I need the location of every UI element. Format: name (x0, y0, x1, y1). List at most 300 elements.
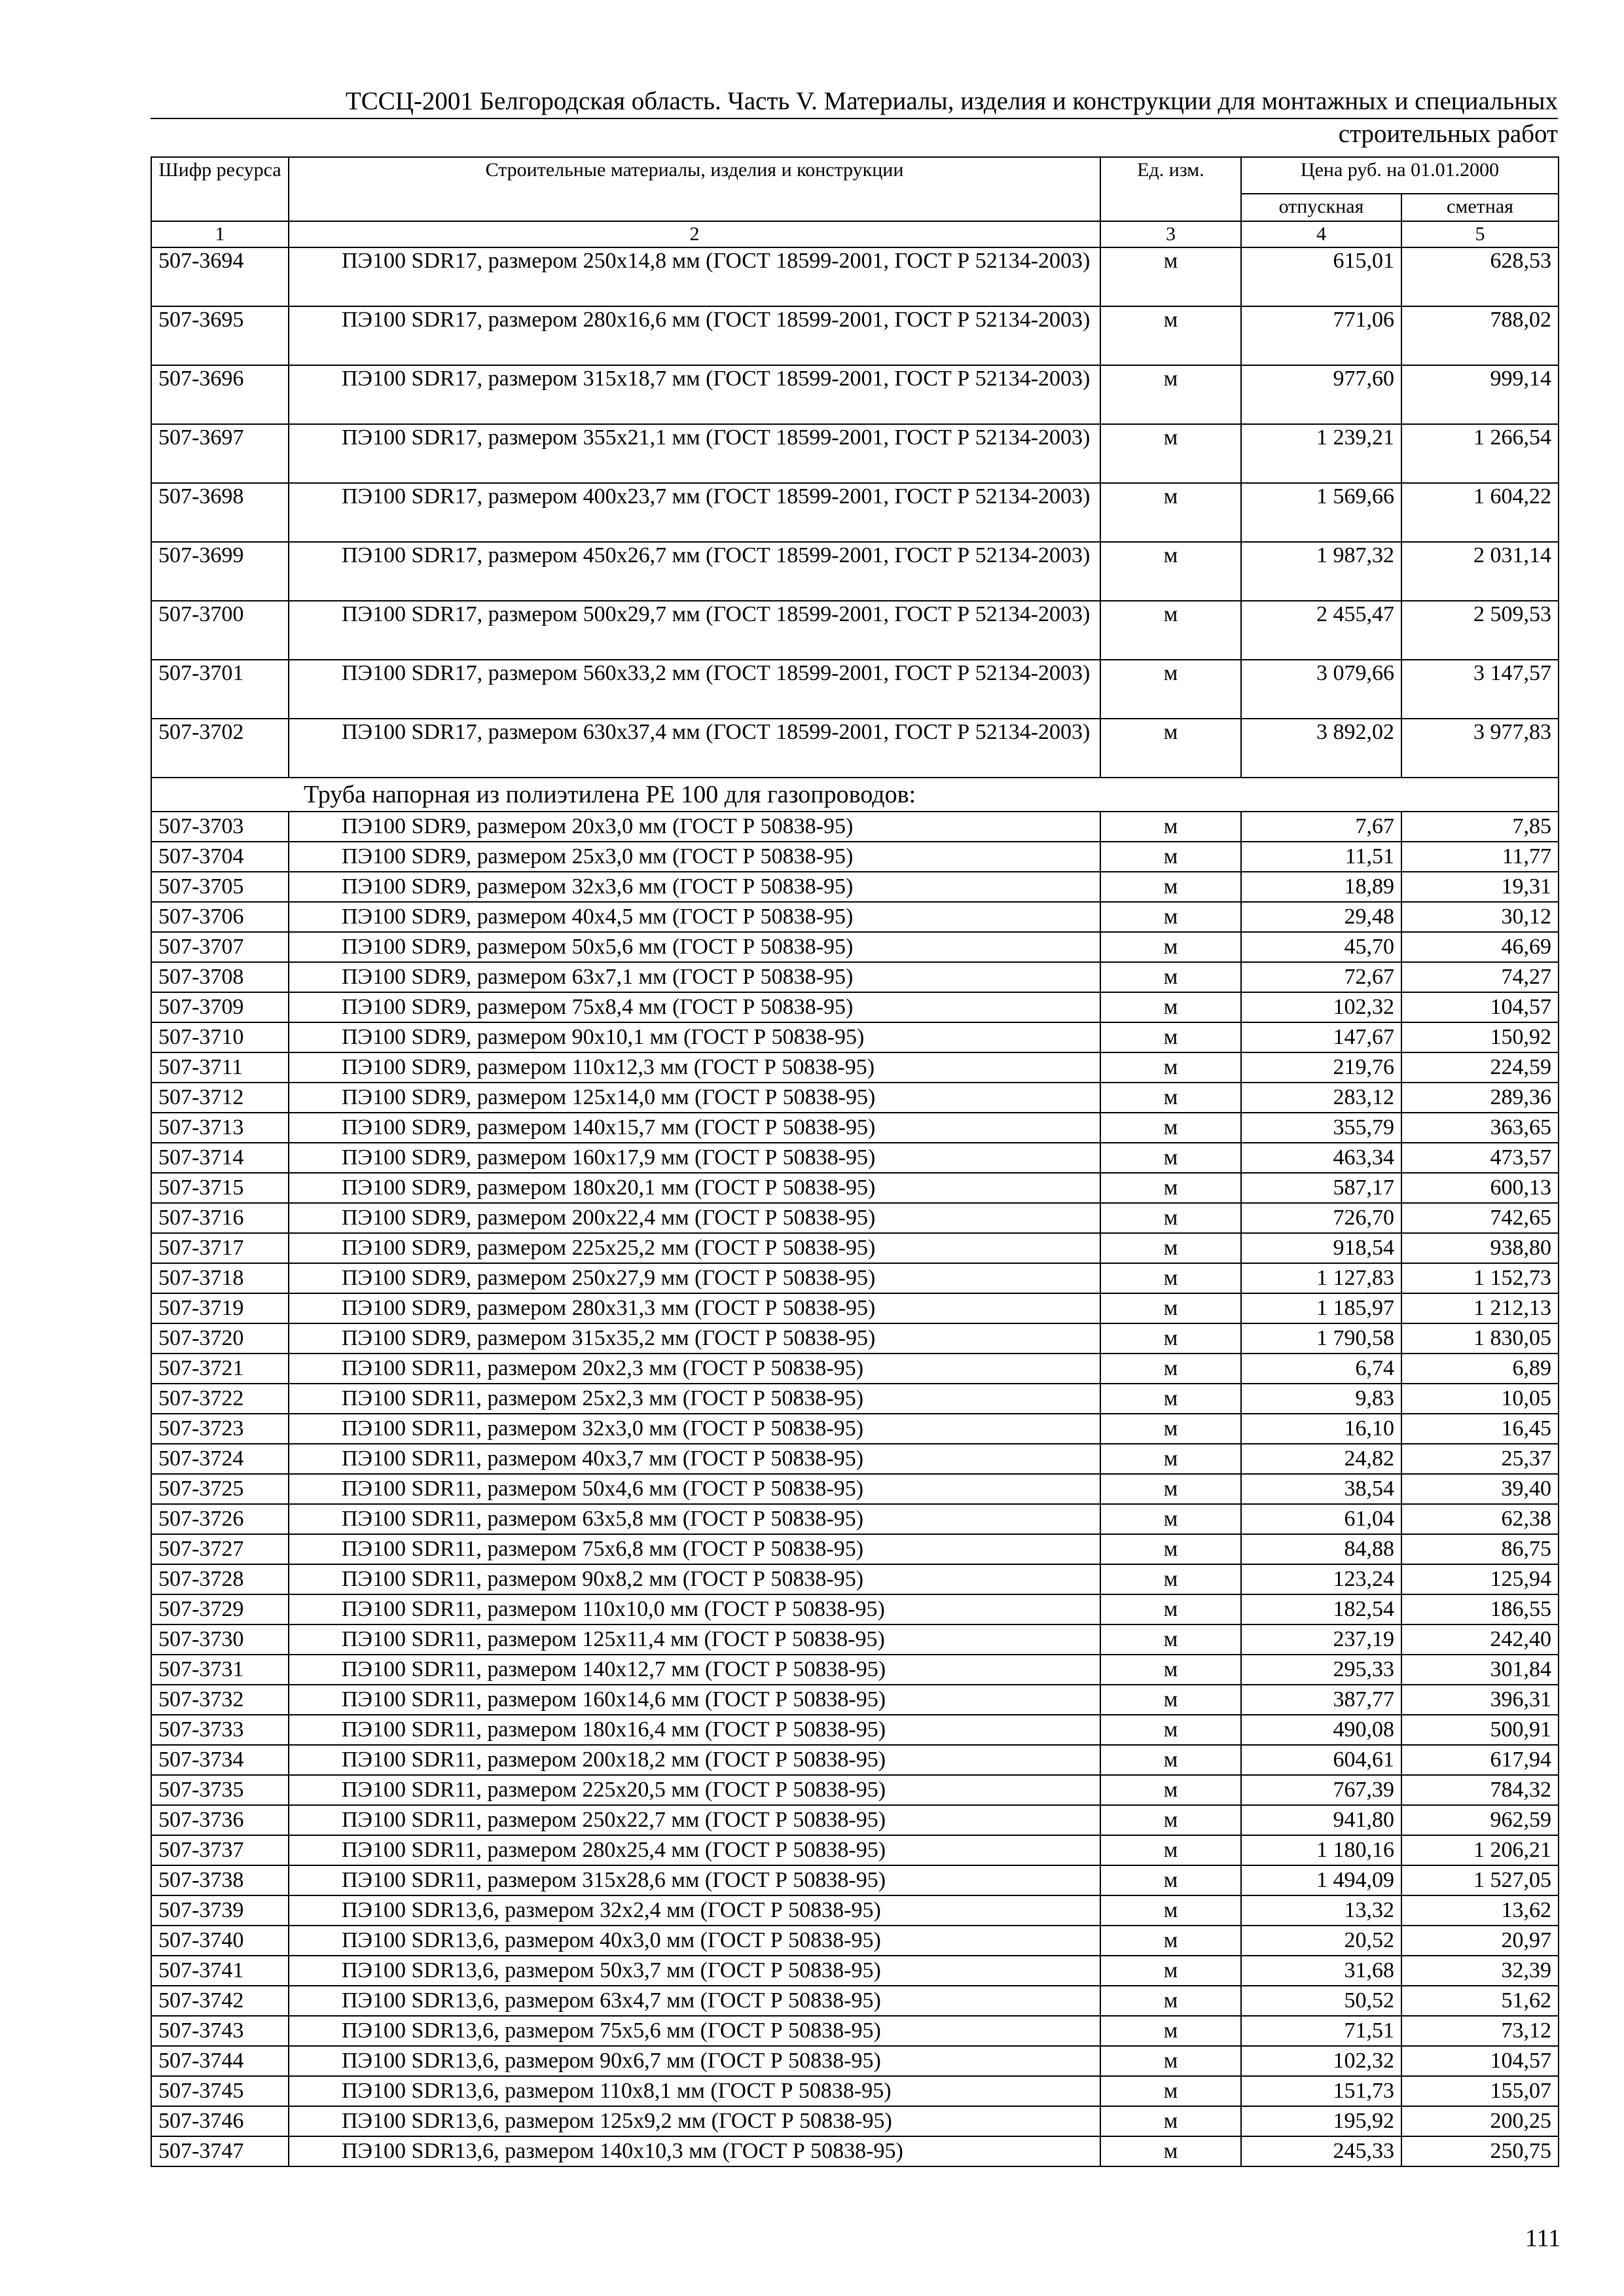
unit-cell: м (1100, 2076, 1241, 2106)
unit-cell: м (1100, 1083, 1241, 1113)
page-number: 111 (1525, 2225, 1561, 2252)
unit-cell: м (1100, 2046, 1241, 2076)
resource-code-cell: 507-3725 (151, 1474, 289, 1504)
table-row (151, 247, 1559, 306)
release-price-cell: 295,33 (1241, 1655, 1401, 1685)
material-name-cell (289, 1474, 1100, 1504)
release-price-cell: 24,82 (1241, 1444, 1401, 1474)
material-name-text: ПЭ100 SDR11, размером 125х11,4 мм (ГОСТ Р 50838-95) (342, 1627, 885, 1651)
unit-cell: м (1100, 1354, 1241, 1384)
header-price: Цена руб. на 01.01.2000 (1241, 157, 1559, 194)
release-price-cell: 977,60 (1241, 365, 1401, 424)
resource-code-cell: 507-3740 (151, 1926, 289, 1956)
material-name-cell (289, 962, 1100, 992)
material-name-text: ПЭ100 SDR11, размером 90х8,2 мм (ГОСТ Р 50838-95) (342, 1567, 864, 1591)
resource-code-cell: 507-3710 (151, 1022, 289, 1052)
material-name-cell (289, 365, 1100, 424)
material-name-cell (289, 1414, 1100, 1444)
material-name-cell (289, 1384, 1100, 1414)
header-name: Строительные материалы, изделия и конструкции (289, 157, 1100, 221)
unit-cell: м (1100, 719, 1241, 778)
resource-code-cell: 507-3722 (151, 1384, 289, 1414)
material-name-text: ПЭ100 SDR11, размером 63х5,8 мм (ГОСТ Р 50838-95) (342, 1507, 864, 1531)
material-name-cell (289, 247, 1100, 306)
estimate-price-cell: 1 206,21 (1401, 1835, 1559, 1865)
material-name-cell (289, 1052, 1100, 1083)
material-name-cell (289, 601, 1100, 660)
unit-cell: м (1100, 1775, 1241, 1805)
unit-cell: м (1100, 902, 1241, 932)
release-price-cell: 1 127,83 (1241, 1263, 1401, 1293)
resource-code-cell: 507-3742 (151, 1986, 289, 2016)
table-row (151, 902, 1559, 932)
unit-cell: м (1100, 872, 1241, 902)
estimate-price-cell: 155,07 (1401, 2076, 1559, 2106)
release-price-cell: 61,04 (1241, 1504, 1401, 1534)
table-row (151, 1143, 1559, 1173)
estimate-price-cell: 2 509,53 (1401, 601, 1559, 660)
estimate-price-cell: 30,12 (1401, 902, 1559, 932)
resource-code-cell: 507-3743 (151, 2016, 289, 2046)
resource-code-cell: 507-3734 (151, 1745, 289, 1775)
material-name-text: ПЭ100 SDR9, размером 140х15,7 мм (ГОСТ Р 50838-95) (342, 1115, 876, 1139)
material-name-cell (289, 1143, 1100, 1173)
column-number: 4 (1241, 221, 1401, 247)
material-name-cell (289, 1715, 1100, 1745)
material-name-cell (289, 812, 1100, 842)
estimate-price-cell: 396,31 (1401, 1685, 1559, 1715)
release-price-cell: 18,89 (1241, 872, 1401, 902)
material-name-text: ПЭ100 SDR9, размером 315х35,2 мм (ГОСТ Р 50838-95) (342, 1326, 876, 1350)
header-unit: Ед. изм. (1100, 157, 1241, 221)
page-header (151, 86, 1558, 149)
material-name-cell (289, 1594, 1100, 1624)
unit-cell: м (1100, 812, 1241, 842)
table-section (151, 778, 1559, 812)
estimate-price-cell: 16,45 (1401, 1414, 1559, 1444)
material-name-cell (289, 1113, 1100, 1143)
unit-cell: м (1100, 1474, 1241, 1504)
unit-cell: м (1100, 542, 1241, 601)
resource-code-cell: 507-3731 (151, 1655, 289, 1685)
estimate-price-cell: 6,89 (1401, 1354, 1559, 1384)
table-row (151, 660, 1559, 719)
release-price-cell: 1 569,66 (1241, 483, 1401, 542)
release-price-cell: 237,19 (1241, 1624, 1401, 1655)
table-row (151, 1805, 1559, 1835)
estimate-price-cell: 3 977,83 (1401, 719, 1559, 778)
table-row (151, 1203, 1559, 1233)
material-name-cell (289, 1655, 1100, 1685)
estimate-price-cell: 742,65 (1401, 1203, 1559, 1233)
table-row (151, 2016, 1559, 2046)
unit-cell: м (1100, 1865, 1241, 1895)
resource-code-cell: 507-3723 (151, 1414, 289, 1444)
resource-code-cell: 507-3713 (151, 1113, 289, 1143)
release-price-cell: 45,70 (1241, 932, 1401, 962)
material-name-text: ПЭ100 SDR17, размером 280х16,6 мм (ГОСТ 18599-2001, ГОСТ Р 52134-2003) (342, 308, 1091, 332)
resource-code-cell: 507-3694 (151, 247, 289, 306)
material-name-cell (289, 1504, 1100, 1534)
unit-cell: м (1100, 247, 1241, 306)
material-name-text: ПЭ100 SDR9, размером 32х3,6 мм (ГОСТ Р 50838-95) (342, 874, 854, 899)
table-row (151, 483, 1559, 542)
material-name-cell (289, 1865, 1100, 1895)
material-name-cell (289, 1083, 1100, 1113)
estimate-price-cell: 617,94 (1401, 1745, 1559, 1775)
release-price-cell: 387,77 (1241, 1685, 1401, 1715)
unit-cell: м (1100, 1203, 1241, 1233)
estimate-price-cell: 999,14 (1401, 365, 1559, 424)
unit-cell: м (1100, 1504, 1241, 1534)
resource-code-cell: 507-3703 (151, 812, 289, 842)
release-price-cell: 7,67 (1241, 812, 1401, 842)
release-price-cell: 13,32 (1241, 1895, 1401, 1926)
table-row (151, 812, 1559, 842)
unit-cell: м (1100, 842, 1241, 872)
release-price-cell: 245,33 (1241, 2136, 1401, 2166)
release-price-cell: 147,67 (1241, 1022, 1401, 1052)
unit-cell: м (1100, 1022, 1241, 1052)
estimate-price-cell: 1 212,13 (1401, 1293, 1559, 1323)
estimate-price-cell: 104,57 (1401, 992, 1559, 1022)
estimate-price-cell: 473,57 (1401, 1143, 1559, 1173)
material-name-text: ПЭ100 SDR11, размером 160х14,6 мм (ГОСТ Р 50838-95) (342, 1687, 886, 1712)
material-name-text: ПЭ100 SDR11, размером 140х12,7 мм (ГОСТ Р 50838-95) (342, 1657, 886, 1681)
resource-code-cell: 507-3747 (151, 2136, 289, 2166)
estimate-price-cell: 962,59 (1401, 1805, 1559, 1835)
material-name-text: ПЭ100 SDR9, размером 250х27,9 мм (ГОСТ Р 50838-95) (342, 1266, 876, 1290)
material-name-text: ПЭ100 SDR13,6, размером 32х2,4 мм (ГОСТ Р 50838-95) (342, 1898, 881, 1922)
table-row (151, 1052, 1559, 1083)
resource-code-cell: 507-3717 (151, 1233, 289, 1263)
resource-code-cell: 507-3736 (151, 1805, 289, 1835)
table-row (151, 1354, 1559, 1384)
header-title: ТССЦ-2001 Белгородская область. Часть V. Материалы, изделия и конструкции для монтажных и специальных (151, 86, 1558, 119)
column-number: 2 (289, 221, 1100, 247)
resource-code-cell: 507-3737 (151, 1835, 289, 1865)
release-price-cell: 767,39 (1241, 1775, 1401, 1805)
table-row (151, 1474, 1559, 1504)
unit-cell: м (1100, 1173, 1241, 1203)
release-price-cell: 587,17 (1241, 1173, 1401, 1203)
unit-cell: м (1100, 1052, 1241, 1083)
release-price-cell: 102,32 (1241, 2046, 1401, 2076)
unit-cell: м (1100, 962, 1241, 992)
table-row (151, 2106, 1559, 2136)
resource-code-cell: 507-3715 (151, 1173, 289, 1203)
material-name-text: ПЭ100 SDR13,6, размером 63х4,7 мм (ГОСТ Р 50838-95) (342, 1988, 881, 2013)
material-name-text: ПЭ100 SDR13,6, размером 75х5,6 мм (ГОСТ Р 50838-95) (342, 2018, 881, 2043)
estimate-price-cell: 62,38 (1401, 1504, 1559, 1534)
unit-cell: м (1100, 483, 1241, 542)
resource-code-cell: 507-3733 (151, 1715, 289, 1745)
material-name-text: ПЭ100 SDR13,6, размером 110х8,1 мм (ГОСТ Р 50838-95) (342, 2079, 892, 2103)
material-name-text: ПЭ100 SDR9, размером 280х31,3 мм (ГОСТ Р 50838-95) (342, 1296, 876, 1320)
unit-cell: м (1100, 992, 1241, 1022)
material-name-text: ПЭ100 SDR11, размером 225х20,5 мм (ГОСТ Р 50838-95) (342, 1778, 886, 1802)
unit-cell: м (1100, 2016, 1241, 2046)
unit-cell: м (1100, 1293, 1241, 1323)
resource-code-cell: 507-3732 (151, 1685, 289, 1715)
estimate-price-cell: 11,77 (1401, 842, 1559, 872)
material-name-cell (289, 2076, 1100, 2106)
resource-code-cell: 507-3728 (151, 1564, 289, 1594)
material-name-cell (289, 1926, 1100, 1956)
column-numbers-row (151, 221, 1559, 247)
estimate-price-cell: 242,40 (1401, 1624, 1559, 1655)
release-price-cell: 123,24 (1241, 1564, 1401, 1594)
unit-cell: м (1100, 1414, 1241, 1444)
unit-cell: м (1100, 1895, 1241, 1926)
material-name-cell (289, 1444, 1100, 1474)
header-estimate: сметная (1401, 194, 1559, 221)
material-name-cell (289, 1775, 1100, 1805)
material-name-text: ПЭ100 SDR17, размером 355х21,1 мм (ГОСТ 18599-2001, ГОСТ Р 52134-2003) (342, 425, 1091, 450)
table-row (151, 1775, 1559, 1805)
estimate-price-cell: 500,91 (1401, 1715, 1559, 1745)
material-name-text: ПЭ100 SDR11, размером 50х4,6 мм (ГОСТ Р 50838-95) (342, 1477, 864, 1501)
estimate-price-cell: 363,65 (1401, 1113, 1559, 1143)
resource-code-cell: 507-3738 (151, 1865, 289, 1895)
resource-code-cell: 507-3697 (151, 424, 289, 483)
column-number: 3 (1100, 221, 1241, 247)
material-name-text: ПЭ100 SDR11, размером 110х10,0 мм (ГОСТ Р 50838-95) (342, 1597, 885, 1621)
release-price-cell: 195,92 (1241, 2106, 1401, 2136)
table-row (151, 1715, 1559, 1745)
table-row (151, 1926, 1559, 1956)
price-table (151, 156, 1559, 2167)
material-name-text: ПЭ100 SDR9, размером 63х7,1 мм (ГОСТ Р 50838-95) (342, 965, 854, 989)
material-name-text: ПЭ100 SDR9, размером 125х14,0 мм (ГОСТ Р 50838-95) (342, 1085, 876, 1109)
header-title-continued: строительных работ (1338, 120, 1558, 148)
material-name-text: ПЭ100 SDR11, размером 40х3,7 мм (ГОСТ Р 50838-95) (342, 1446, 864, 1471)
release-price-cell: 3 079,66 (1241, 660, 1401, 719)
table-row (151, 1685, 1559, 1715)
resource-code-cell: 507-3695 (151, 306, 289, 365)
resource-code-cell: 507-3696 (151, 365, 289, 424)
unit-cell: м (1100, 1534, 1241, 1564)
resource-code-cell: 507-3699 (151, 542, 289, 601)
release-price-cell: 29,48 (1241, 902, 1401, 932)
material-name-cell (289, 2016, 1100, 2046)
estimate-price-cell: 51,62 (1401, 1986, 1559, 2016)
material-name-text: ПЭ100 SDR11, размером 20х2,3 мм (ГОСТ Р 50838-95) (342, 1356, 864, 1380)
material-name-text: ПЭ100 SDR17, размером 400х23,7 мм (ГОСТ 18599-2001, ГОСТ Р 52134-2003) (342, 484, 1091, 509)
resource-code-cell: 507-3714 (151, 1143, 289, 1173)
resource-code-cell: 507-3711 (151, 1052, 289, 1083)
resource-code-cell: 507-3706 (151, 902, 289, 932)
table-row (151, 2046, 1559, 2076)
release-price-cell: 490,08 (1241, 1715, 1401, 1745)
table-row (151, 842, 1559, 872)
table-row (151, 601, 1559, 660)
release-price-cell: 182,54 (1241, 1594, 1401, 1624)
material-name-cell (289, 306, 1100, 365)
unit-cell: м (1100, 1655, 1241, 1685)
material-name-cell (289, 660, 1100, 719)
resource-code-cell: 507-3712 (151, 1083, 289, 1113)
estimate-price-cell: 788,02 (1401, 306, 1559, 365)
material-name-text: ПЭ100 SDR9, размером 110х12,3 мм (ГОСТ Р 50838-95) (342, 1055, 875, 1079)
material-name-text: ПЭ100 SDR11, размером 25х2,3 мм (ГОСТ Р 50838-95) (342, 1386, 864, 1410)
estimate-price-cell: 39,40 (1401, 1474, 1559, 1504)
release-price-cell: 38,54 (1241, 1474, 1401, 1504)
material-name-text: ПЭ100 SDR17, размером 250х14,8 мм (ГОСТ 18599-2001, ГОСТ Р 52134-2003) (342, 249, 1091, 273)
material-name-cell (289, 1534, 1100, 1564)
material-name-cell (289, 842, 1100, 872)
release-price-cell: 84,88 (1241, 1534, 1401, 1564)
material-name-text: ПЭ100 SDR17, размером 315х18,7 мм (ГОСТ 18599-2001, ГОСТ Р 52134-2003) (342, 367, 1091, 391)
estimate-price-cell: 1 604,22 (1401, 483, 1559, 542)
unit-cell: м (1100, 424, 1241, 483)
resource-code-cell: 507-3730 (151, 1624, 289, 1655)
material-name-text: ПЭ100 SDR13,6, размером 90х6,7 мм (ГОСТ Р 50838-95) (342, 2049, 881, 2073)
estimate-price-cell: 10,05 (1401, 1384, 1559, 1414)
material-name-cell (289, 1323, 1100, 1354)
table-row (151, 1233, 1559, 1263)
table-row (151, 1594, 1559, 1624)
material-name-text: ПЭ100 SDR17, размером 500х29,7 мм (ГОСТ 18599-2001, ГОСТ Р 52134-2003) (342, 602, 1091, 626)
release-price-cell: 3 892,02 (1241, 719, 1401, 778)
release-price-cell: 604,61 (1241, 1745, 1401, 1775)
resource-code-cell: 507-3708 (151, 962, 289, 992)
resource-code-cell: 507-3698 (151, 483, 289, 542)
release-price-cell: 219,76 (1241, 1052, 1401, 1083)
unit-cell: м (1100, 1233, 1241, 1263)
material-name-cell (289, 872, 1100, 902)
unit-cell: м (1100, 1564, 1241, 1594)
table-body-gas-pipes (151, 812, 1559, 2166)
release-price-cell: 283,12 (1241, 1083, 1401, 1113)
estimate-price-cell: 74,27 (1401, 962, 1559, 992)
estimate-price-cell: 25,37 (1401, 1444, 1559, 1474)
material-name-text: ПЭ100 SDR11, размером 280х25,4 мм (ГОСТ Р 50838-95) (342, 1838, 886, 1862)
unit-cell: м (1100, 1113, 1241, 1143)
release-price-cell: 771,06 (1241, 306, 1401, 365)
unit-cell: м (1100, 1745, 1241, 1775)
resource-code-cell: 507-3709 (151, 992, 289, 1022)
resource-code-cell: 507-3741 (151, 1956, 289, 1986)
table-row (151, 1113, 1559, 1143)
material-name-text: ПЭ100 SDR9, размером 180х20,1 мм (ГОСТ Р 50838-95) (342, 1175, 876, 1200)
release-price-cell: 941,80 (1241, 1805, 1401, 1835)
material-name-text: ПЭ100 SDR9, размером 20х3,0 мм (ГОСТ Р 50838-95) (342, 814, 854, 838)
release-price-cell: 11,51 (1241, 842, 1401, 872)
estimate-price-cell: 73,12 (1401, 2016, 1559, 2046)
release-price-cell: 1 790,58 (1241, 1323, 1401, 1354)
estimate-price-cell: 250,75 (1401, 2136, 1559, 2166)
unit-cell: м (1100, 932, 1241, 962)
estimate-price-cell: 301,84 (1401, 1655, 1559, 1685)
release-price-cell: 50,52 (1241, 1986, 1401, 2016)
table-row (151, 1534, 1559, 1564)
estimate-price-cell: 104,57 (1401, 2046, 1559, 2076)
material-name-text: ПЭ100 SDR13,6, размером 140х10,3 мм (ГОСТ Р 50838-95) (342, 2139, 903, 2163)
unit-cell: м (1100, 601, 1241, 660)
material-name-cell (289, 1956, 1100, 1986)
estimate-price-cell: 46,69 (1401, 932, 1559, 962)
estimate-price-cell: 20,97 (1401, 1926, 1559, 1956)
unit-cell: м (1100, 1685, 1241, 1715)
unit-cell: м (1100, 1926, 1241, 1956)
material-name-cell (289, 992, 1100, 1022)
unit-cell: м (1100, 2136, 1241, 2166)
estimate-price-cell: 7,85 (1401, 812, 1559, 842)
release-price-cell: 2 455,47 (1241, 601, 1401, 660)
release-price-cell: 918,54 (1241, 1233, 1401, 1263)
material-name-text: ПЭ100 SDR9, размером 90х10,1 мм (ГОСТ Р 50838-95) (342, 1025, 865, 1049)
material-name-text: ПЭ100 SDR13,6, размером 50х3,7 мм (ГОСТ Р 50838-95) (342, 1958, 881, 1982)
material-name-text: ПЭ100 SDR9, размером 225х25,2 мм (ГОСТ Р 50838-95) (342, 1236, 876, 1260)
material-name-cell (289, 1895, 1100, 1926)
material-name-cell (289, 1263, 1100, 1293)
material-name-cell (289, 1624, 1100, 1655)
unit-cell: м (1100, 1805, 1241, 1835)
material-name-cell (289, 1685, 1100, 1715)
release-price-cell: 615,01 (1241, 247, 1401, 306)
header-release: отпускная (1241, 194, 1401, 221)
material-name-cell (289, 1022, 1100, 1052)
estimate-price-cell: 32,39 (1401, 1956, 1559, 1986)
estimate-price-cell: 784,32 (1401, 1775, 1559, 1805)
unit-cell: м (1100, 1384, 1241, 1414)
release-price-cell: 71,51 (1241, 2016, 1401, 2046)
table-row (151, 1504, 1559, 1534)
material-name-cell (289, 424, 1100, 483)
estimate-price-cell: 13,62 (1401, 1895, 1559, 1926)
material-name-cell (289, 1233, 1100, 1263)
estimate-price-cell: 1 830,05 (1401, 1323, 1559, 1354)
section-title: Труба напорная из полиэтилена PE 100 для газопроводов: (151, 778, 1559, 812)
table-row (151, 1323, 1559, 1354)
estimate-price-cell: 289,36 (1401, 1083, 1559, 1113)
material-name-cell (289, 1354, 1100, 1384)
material-name-cell (289, 1203, 1100, 1233)
resource-code-cell: 507-3721 (151, 1354, 289, 1384)
unit-cell: м (1100, 365, 1241, 424)
material-name-text: ПЭ100 SDR11, размером 200х18,2 мм (ГОСТ Р 50838-95) (342, 1748, 886, 1772)
release-price-cell: 1 987,32 (1241, 542, 1401, 601)
release-price-cell: 72,67 (1241, 962, 1401, 992)
table-row (151, 872, 1559, 902)
table-row (151, 1564, 1559, 1594)
release-price-cell: 1 185,97 (1241, 1293, 1401, 1323)
estimate-price-cell: 150,92 (1401, 1022, 1559, 1052)
unit-cell: м (1100, 1956, 1241, 1986)
resource-code-cell: 507-3735 (151, 1775, 289, 1805)
resource-code-cell: 507-3718 (151, 1263, 289, 1293)
table-row (151, 1655, 1559, 1685)
material-name-cell (289, 1986, 1100, 2016)
material-name-text: ПЭ100 SDR9, размером 50х5,6 мм (ГОСТ Р 50838-95) (342, 935, 854, 959)
release-price-cell: 1 239,21 (1241, 424, 1401, 483)
resource-code-cell: 507-3701 (151, 660, 289, 719)
resource-code-cell: 507-3700 (151, 601, 289, 660)
resource-code-cell: 507-3719 (151, 1293, 289, 1323)
material-name-text: ПЭ100 SDR11, размером 32х3,0 мм (ГОСТ Р 50838-95) (342, 1416, 864, 1441)
table-row (151, 1956, 1559, 1986)
table-row (151, 365, 1559, 424)
material-name-text: ПЭ100 SDR11, размером 315х28,6 мм (ГОСТ Р 50838-95) (342, 1868, 886, 1892)
material-name-text: ПЭ100 SDR9, размером 25х3,0 мм (ГОСТ Р 50838-95) (342, 844, 854, 869)
table-row (151, 2076, 1559, 2106)
material-name-cell (289, 2106, 1100, 2136)
resource-code-cell: 507-3739 (151, 1895, 289, 1926)
table-row (151, 1895, 1559, 1926)
material-name-text: ПЭ100 SDR13,6, размером 40х3,0 мм (ГОСТ Р 50838-95) (342, 1928, 881, 1952)
material-name-cell (289, 1173, 1100, 1203)
